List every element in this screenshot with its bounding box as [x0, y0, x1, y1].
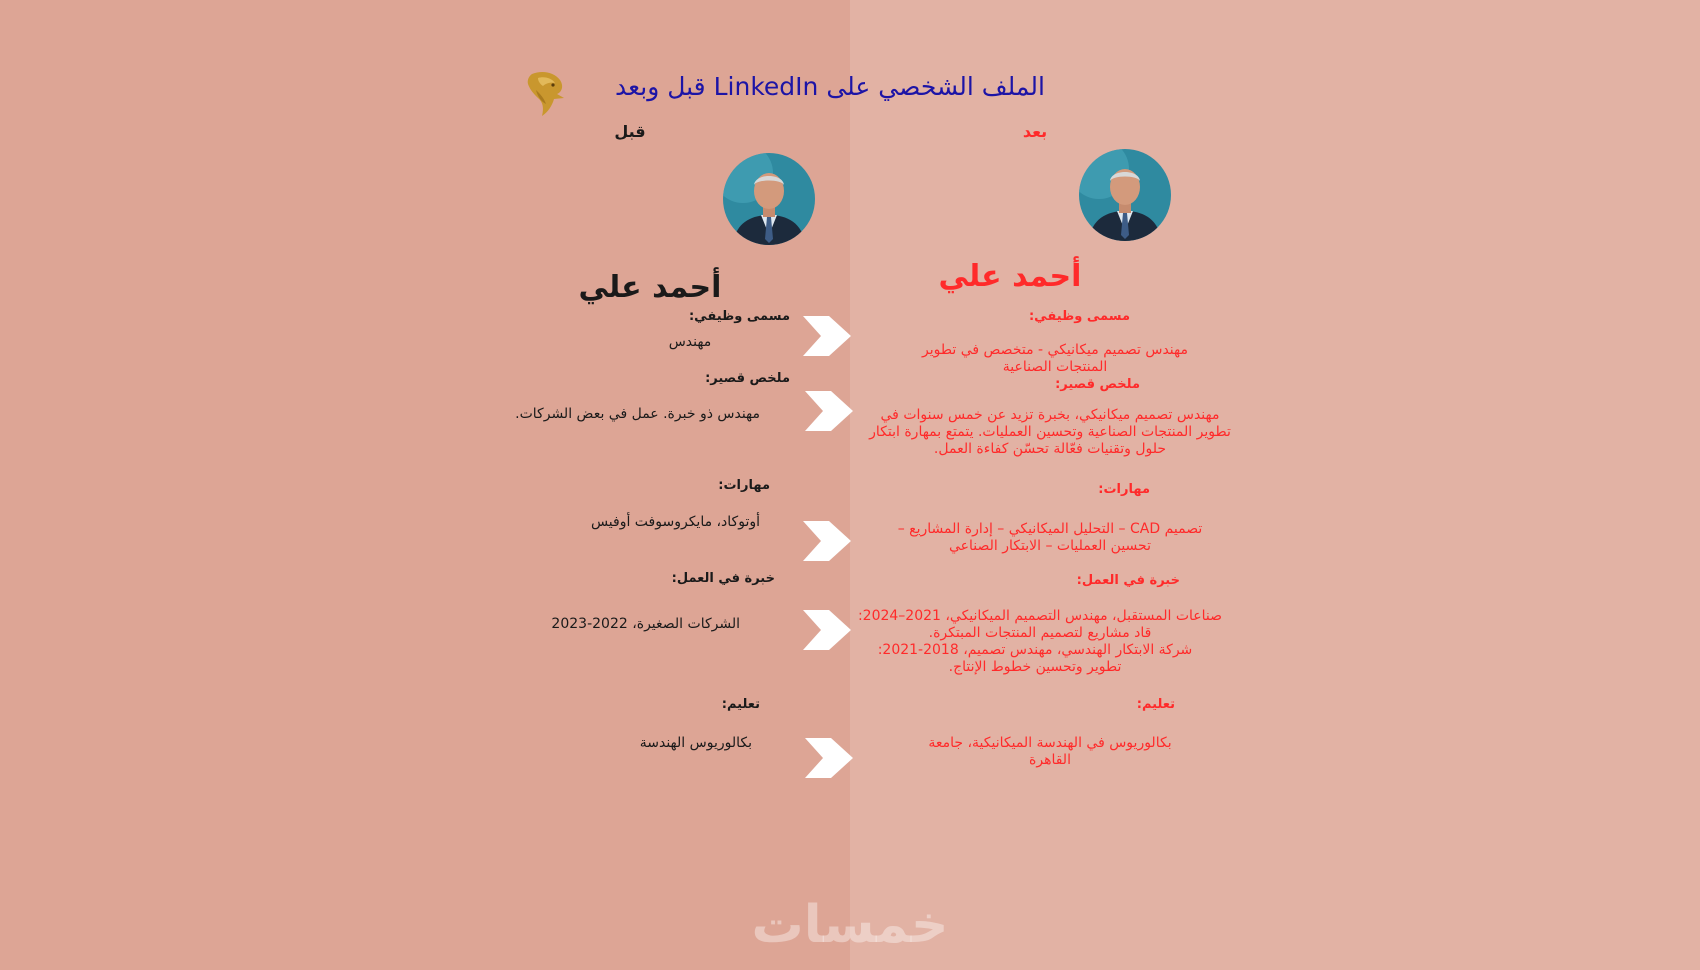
- after-job-title-label: مسمى وظيفي:: [1028, 309, 1130, 324]
- before-job-title-label: مسمى وظيفي:: [688, 309, 790, 324]
- after-profile-avatar: [1079, 149, 1171, 241]
- before-experience-label: خبرة في العمل:: [671, 571, 775, 586]
- after-summary-label: ملخص قصير:: [1055, 377, 1140, 392]
- after-label: بعد: [1022, 122, 1048, 141]
- after-experience-label: خبرة في العمل:: [1076, 573, 1180, 588]
- before-education-value: بكالوريوس الهندسة: [639, 735, 752, 751]
- eagle-logo-icon: [524, 68, 566, 120]
- after-skills-label: مهارات:: [1098, 482, 1150, 497]
- before-label: قبل: [614, 122, 646, 141]
- chevron-right-icon: [805, 391, 853, 431]
- after-skills-value: تصميم CAD – التحليل الميكانيكي – إدارة المشاريع – تحسين العمليات – الابتكار الصناعي: [897, 521, 1203, 554]
- before-name: أحمد علي: [578, 270, 722, 305]
- before-job-title-value: مهندس: [668, 334, 712, 350]
- before-summary-value: مهندس ذو خبرة. عمل في بعض الشركات.: [515, 406, 760, 422]
- chevron-right-icon: [805, 738, 853, 778]
- before-education-label: تعليم:: [721, 697, 760, 712]
- page-title: الملف الشخصي على LinkedIn قبل وبعد: [615, 72, 1045, 101]
- after-job-title-value: مهندس تصميم ميكانيكي - متخصص في تطوير المنتجات الصناعية: [922, 342, 1188, 375]
- after-panel-background: [850, 0, 1700, 970]
- after-education-value: بكالوريوس في الهندسة الميكانيكية، جامعة القاهرة: [928, 735, 1172, 768]
- before-skills-label: مهارات:: [718, 478, 770, 493]
- chevron-right-icon: [803, 316, 851, 356]
- watermark-logo: خمسات: [751, 895, 949, 955]
- after-education-label: تعليم:: [1136, 697, 1175, 712]
- before-skills-value: أوتوكاد، مايكروسوفت أوفيس: [590, 514, 760, 530]
- before-profile-avatar: [723, 153, 815, 245]
- chevron-right-icon: [803, 610, 851, 650]
- after-experience-item-1: صناعات المستقبل، مهندس التصميم الميكانيكي، 2021–2024: قاد مشاريع لتصميم المنتجات المبتكرة.: [857, 608, 1223, 641]
- after-summary-value: مهندس تصميم ميكانيكي، بخبرة تزيد عن خمس سنوات في تطوير المنتجات الصناعية وتحسين العمليات. يتمتع بمهارة ابتكار حلول وتقنيات فعّالة تحسّن كفاءة العمل.: [869, 407, 1231, 457]
- after-experience-item-2: شركة الابتكار الهندسي، مهندس تصميم، 2018-2021: تطوير وتحسين خطوط الإنتاج.: [877, 642, 1193, 675]
- before-experience-value: الشركات الصغيرة، 2022-2023: [551, 616, 740, 632]
- chevron-right-icon: [803, 521, 851, 561]
- before-summary-label: ملخص قصير:: [705, 371, 790, 386]
- after-name: أحمد علي: [938, 259, 1082, 294]
